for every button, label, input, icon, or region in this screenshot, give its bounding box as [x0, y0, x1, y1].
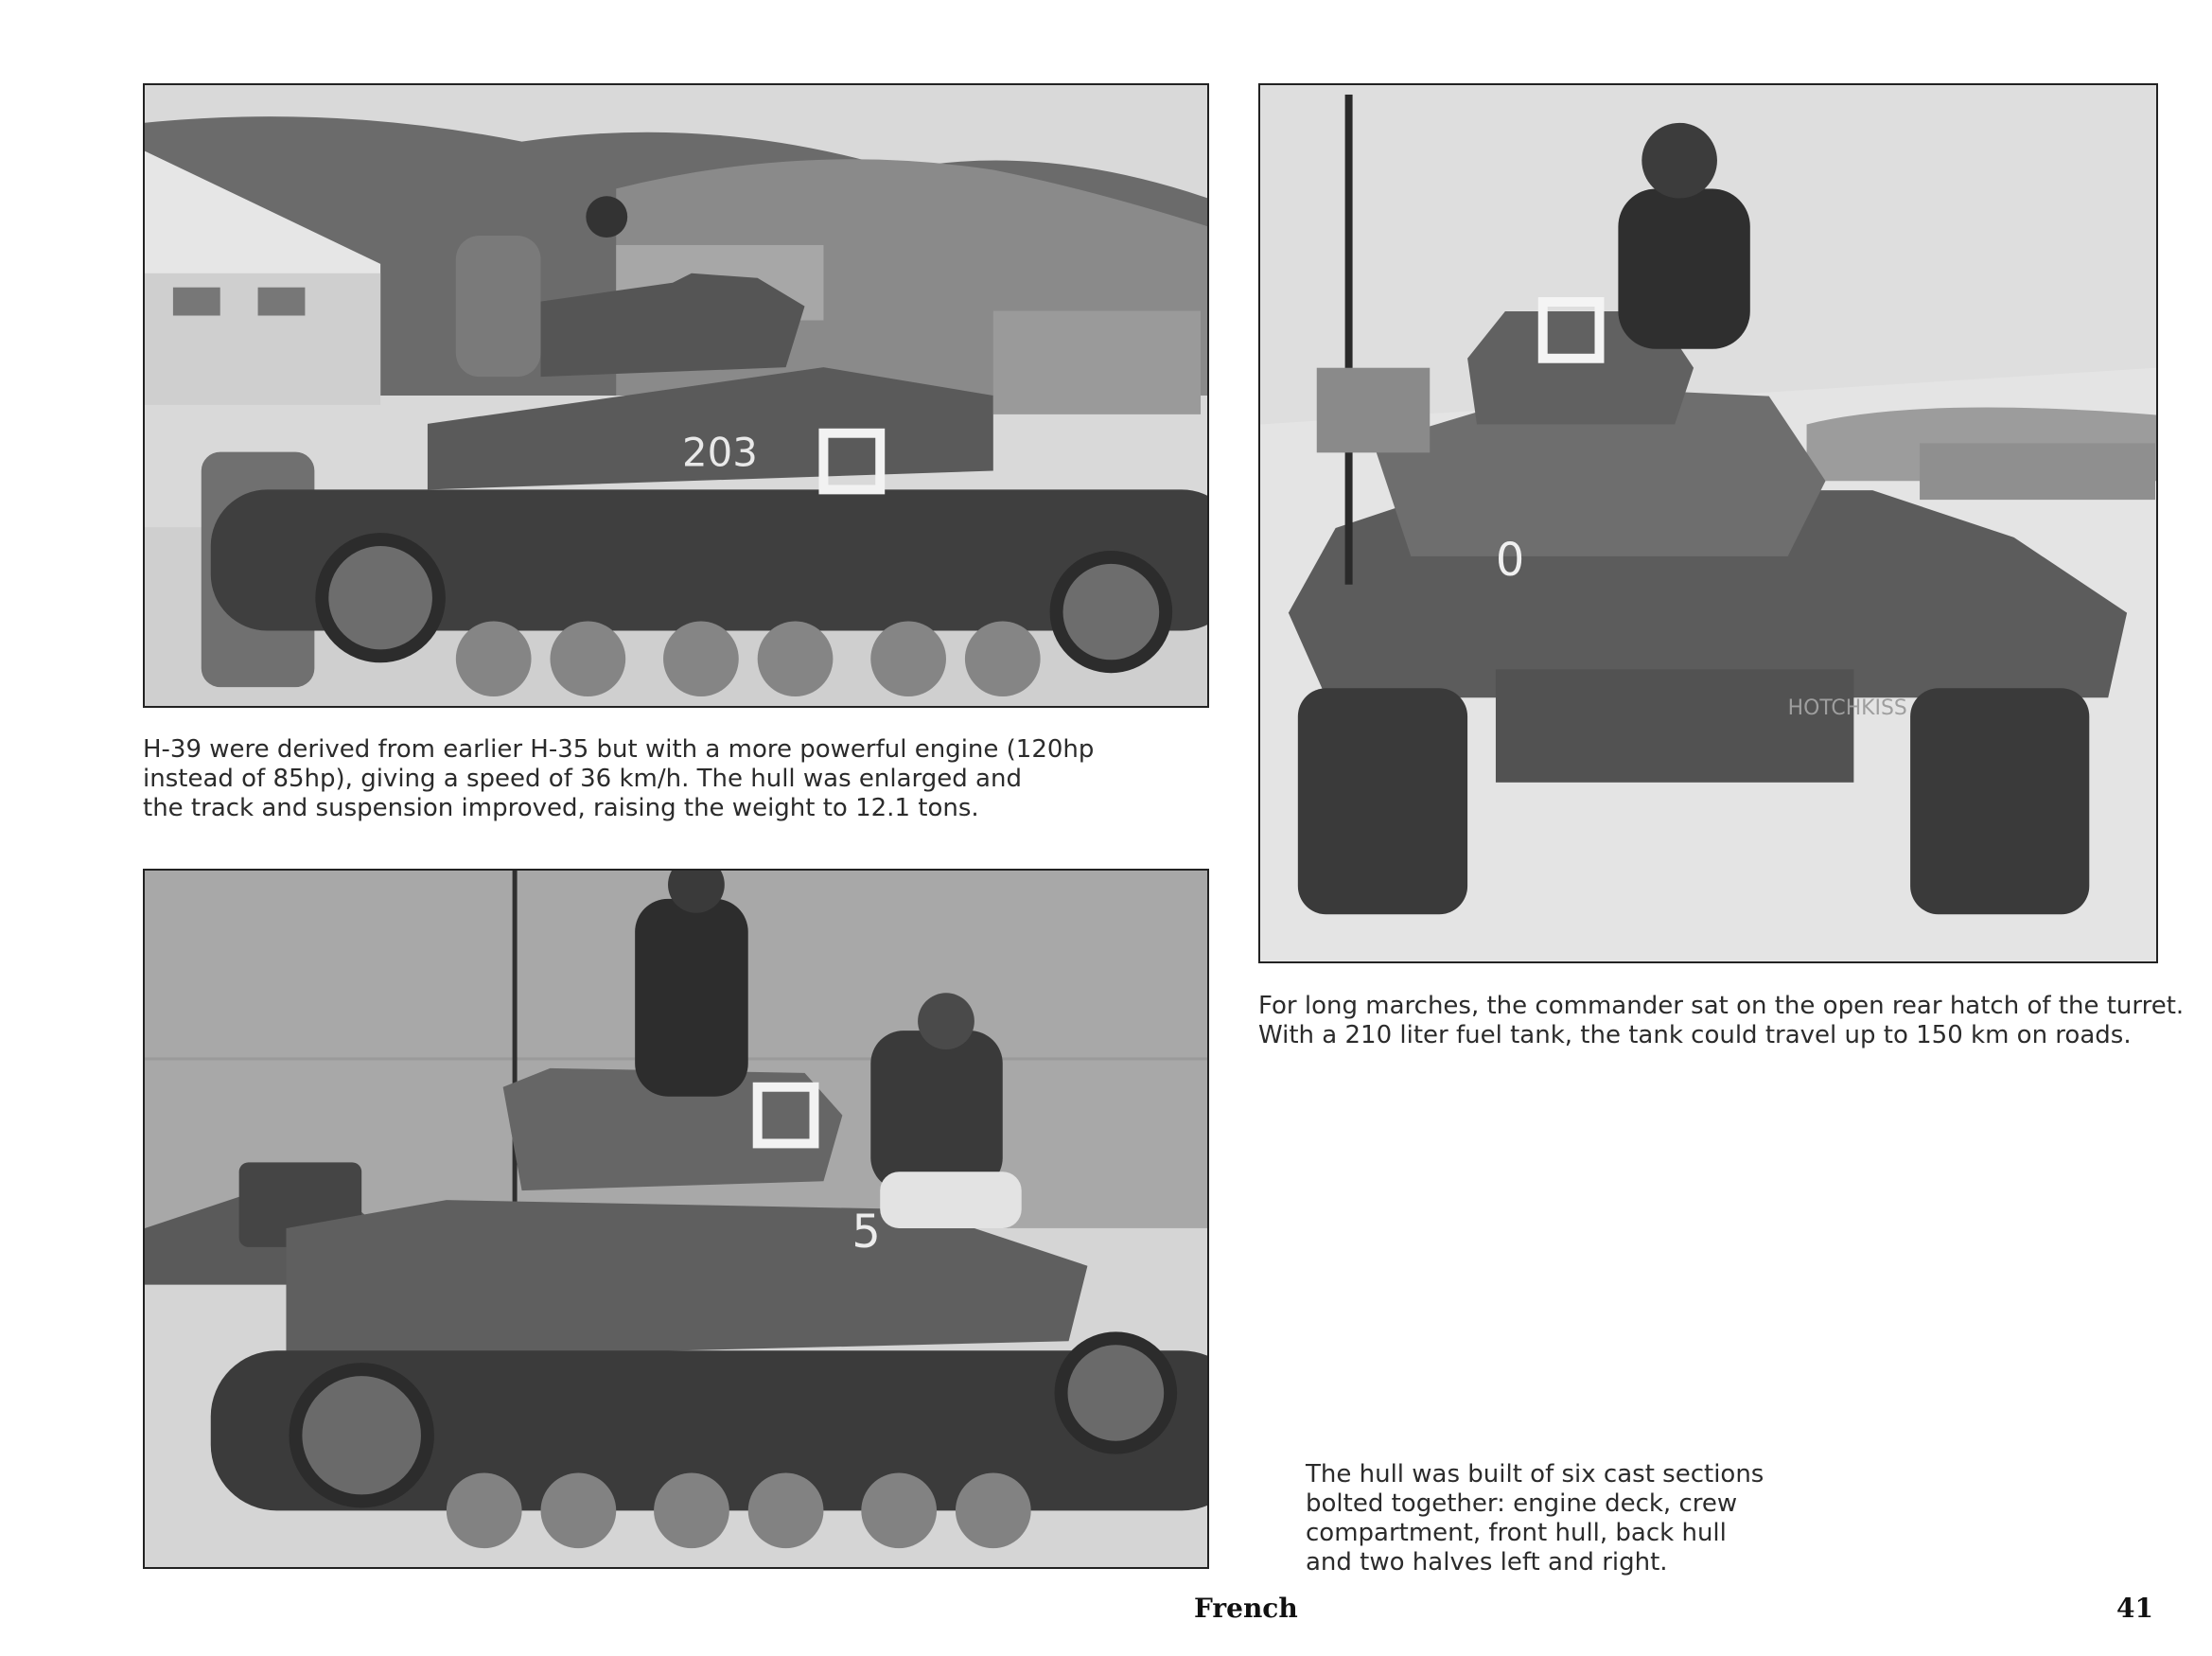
- caption-line: compartment, front hull, back hull: [1306, 1519, 1727, 1547]
- h39-crew-view-illustration: [145, 871, 1207, 1567]
- page-number: 41: [2116, 1593, 2153, 1624]
- photo2-hull-marking: HOTCHKISS: [1787, 696, 1907, 721]
- caption-line: and two halves left and right.: [1306, 1548, 1668, 1577]
- caption-long-marches: [1258, 992, 2184, 1050]
- photo2-tank-number: 0: [1495, 534, 1525, 587]
- photo-h39-front-view: [1258, 83, 2158, 963]
- photo1-tank-number: 203: [681, 429, 758, 476]
- caption-line: bolted together: engine deck, crew: [1306, 1489, 1738, 1518]
- h39-front-view-illustration: [1260, 85, 2156, 961]
- caption-hull-construction: [1306, 1460, 1764, 1577]
- caption-line: The hull was built of six cast sections: [1306, 1460, 1764, 1489]
- caption-line: H-39 were derived from earlier H-35 but with a more powerful engine (120hp: [143, 735, 1095, 764]
- caption-line: instead of 85hp), giving a speed of 36 km/h. The hull was enlarged and: [143, 765, 1022, 793]
- caption-line: the track and suspension improved, raising the weight to 12.1 tons.: [143, 794, 979, 822]
- caption-h39-engine: [143, 735, 1094, 823]
- photo-h39-side-view: [143, 83, 1209, 708]
- section-title: French: [1194, 1593, 1298, 1624]
- photo-h39-crew-view: [143, 869, 1209, 1569]
- caption-line: With a 210 liter fuel tank, the tank could travel up to 150 km on roads.: [1258, 1021, 2132, 1049]
- photo3-tank-number: 5: [851, 1206, 881, 1259]
- h39-side-view-illustration: [145, 85, 1207, 706]
- caption-line: For long marches, the commander sat on the open rear hatch of the turret.: [1258, 992, 2185, 1020]
